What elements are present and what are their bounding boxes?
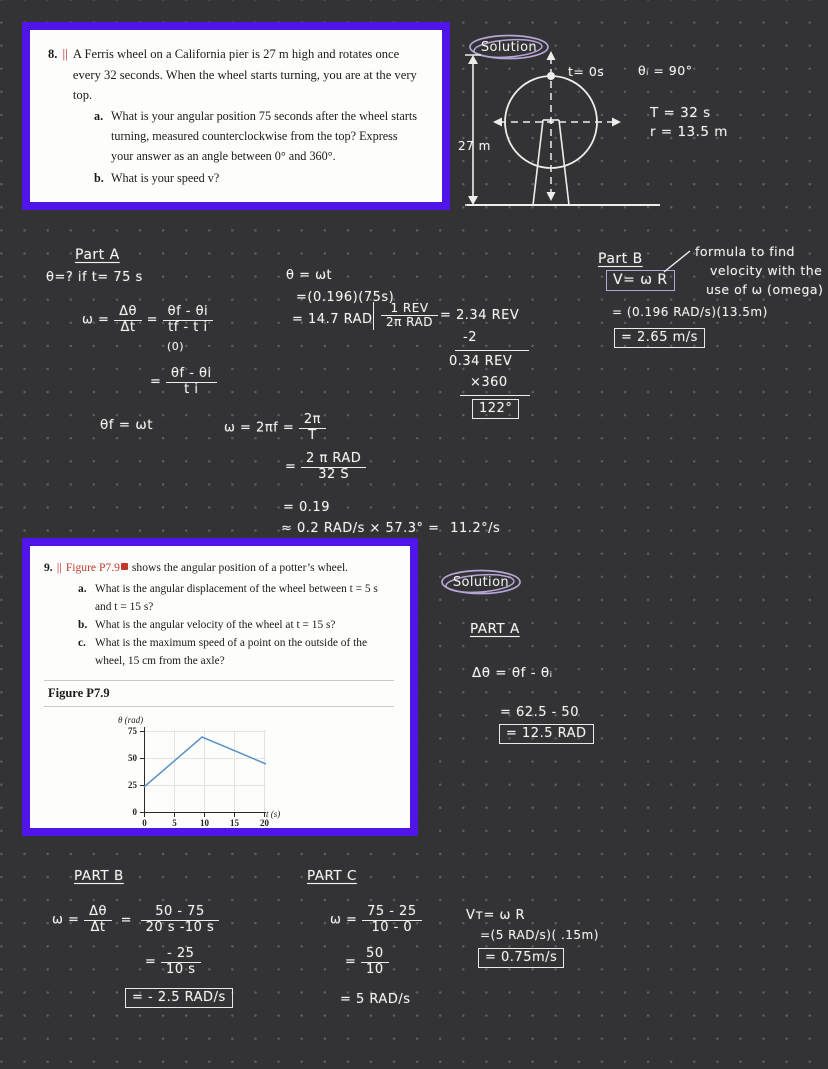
work8-omega-deg-result: 11.2°/s bbox=[450, 521, 501, 536]
work8-part-b-note-2: velocity with the bbox=[710, 263, 823, 278]
work8-omega-frac-2-den: tf - t i bbox=[163, 320, 214, 336]
problem-9-part-b bbox=[78, 616, 394, 634]
problem-9-part-a bbox=[78, 580, 394, 616]
problem-8-part-a-label: a. bbox=[94, 108, 104, 123]
work8-omega-numeric-den: 32 S bbox=[301, 467, 366, 483]
work8-given: θ=? if t= 75 s bbox=[46, 270, 143, 285]
work9-part-c-frac-2-num: 50 bbox=[366, 946, 384, 961]
work9-part-c-frac-2 bbox=[361, 947, 389, 977]
work8-rev-result: = 2.34 REV bbox=[440, 308, 520, 323]
problem-8-part-b-label: b. bbox=[94, 170, 104, 185]
work9-part-b-frac-3 bbox=[161, 947, 200, 977]
work8-omega-value: = 0.19 bbox=[283, 500, 330, 515]
work9-vt-answer bbox=[478, 948, 564, 968]
problem-9-part-a-text: What is the angular displacement of the wheel between t = 5 s and t = 15 s? bbox=[95, 582, 378, 613]
work9-part-b-frac-2 bbox=[141, 905, 220, 935]
problem-9-part-a-label: a. bbox=[78, 582, 87, 595]
work8-minus-two: -2 bbox=[463, 330, 477, 345]
work8-omega-frac-1-den: Δt bbox=[114, 320, 142, 336]
work9-part-b-answer-box: = - 2.5 RAD/s bbox=[125, 988, 233, 1008]
work8-omega-frac-3 bbox=[166, 367, 217, 397]
problem-8-number: 8. bbox=[48, 47, 58, 61]
work9-part-c-equation bbox=[330, 905, 422, 935]
work9-vt-line-2: =(5 RAD/s)( .15m) bbox=[480, 928, 599, 942]
problem-9-stem: shows the angular position of a potter’s wheel. bbox=[131, 561, 349, 574]
work8-period-frac-num: 2π bbox=[303, 412, 321, 427]
work8-part-b-answer bbox=[614, 328, 705, 348]
work9-part-b-eq-2: = bbox=[145, 954, 157, 970]
work9-part-c-lhs: ω = bbox=[330, 912, 358, 928]
work8-rev-frac-den: 2π RAD bbox=[381, 315, 438, 329]
work9-part-b-frac-2-num: 50 - 75 bbox=[155, 904, 205, 919]
work8-omega-2pif-lhs: ω = 2πf = bbox=[224, 420, 295, 436]
work8-part-b-substitution: = (0.196 RAD/s)(13.5m) bbox=[612, 305, 768, 319]
figure-p79-chart bbox=[116, 714, 316, 835]
work9-part-b-frac-2-den: 20 s -10 s bbox=[141, 920, 220, 936]
work8-rev-remainder: 0.34 REV bbox=[449, 354, 513, 369]
work8-omega-frac-1-num: Δθ bbox=[119, 304, 137, 319]
work8-omega-frac-3-den: t i bbox=[166, 382, 217, 398]
work9-part-c-frac-1-den: 10 - 0 bbox=[362, 920, 422, 936]
chart-y-tick-label: 0 bbox=[132, 806, 137, 817]
work8-theta-f-equation: θf = ωt bbox=[100, 417, 154, 433]
work9-part-b-lhs: ω = bbox=[52, 912, 80, 928]
work8-omega-simplified bbox=[150, 367, 217, 397]
work8-rev-frac bbox=[381, 302, 438, 330]
solution-badge-problem-9 bbox=[440, 568, 522, 596]
work8-omega-frac-1 bbox=[114, 305, 142, 335]
work8-eq-1: = bbox=[146, 312, 158, 328]
work8-omega-deg-conversion bbox=[281, 521, 500, 536]
work9-part-b-answer bbox=[125, 988, 233, 1008]
work9-part-b-frac-1-den: Δt bbox=[84, 920, 112, 936]
chart-x-tick-label: 20 bbox=[260, 817, 269, 828]
work8-omega-deg-expr: ≈ 0.2 RAD/s × 57.3° = bbox=[281, 521, 440, 536]
problem-9-parts bbox=[78, 580, 394, 670]
work8-omega-frac-3-num: θf - θi bbox=[171, 366, 212, 381]
work8-part-b-answer-box: = 2.65 m/s bbox=[614, 328, 705, 348]
chart-x-tick-label: 5 bbox=[172, 817, 177, 828]
work9-part-b-frac-3-den: 10 s bbox=[161, 962, 200, 978]
work9-part-a-equation: Δθ = θf - θᵢ bbox=[472, 665, 553, 681]
problem-8-card bbox=[22, 22, 450, 210]
work8-eq-3: = bbox=[285, 459, 297, 475]
work9-part-c-eq: = bbox=[345, 954, 357, 970]
problem-9-card-face bbox=[30, 546, 410, 828]
problem-8-text bbox=[48, 44, 422, 188]
problem-9-card bbox=[22, 538, 418, 836]
work9-part-b-title: PART B bbox=[74, 868, 124, 884]
figure-ref-icon[interactable] bbox=[121, 563, 128, 570]
work9-part-b-eq: = bbox=[120, 912, 132, 928]
diagram-period-label: T = 32 s bbox=[650, 105, 711, 121]
work8-part-b-formula-box: V= ω R bbox=[606, 270, 675, 291]
problem-8-parts bbox=[94, 106, 422, 188]
problem-8-stem: A Ferris wheel on a California pier is 27 m high and rotates once every 32 seconds. When the wheel starts turning, you are at the very top. bbox=[72, 47, 417, 102]
work8-theta-line-1: θ = ωt bbox=[286, 268, 333, 283]
problem-9-number: 9. bbox=[44, 561, 53, 574]
work8-degree-answer-box: 122° bbox=[472, 399, 519, 419]
work8-multiplication-rule bbox=[460, 395, 530, 396]
chart-x-axis-label: t (s) bbox=[266, 808, 281, 819]
problem-9-text bbox=[44, 558, 394, 835]
work8-theta-line-3: = 14.7 RAD bbox=[292, 312, 373, 327]
work9-part-c-simplified bbox=[345, 947, 389, 977]
work8-omega-frac-2-num: θf - θi bbox=[167, 304, 209, 319]
work8-degree-answer bbox=[472, 399, 519, 419]
work8-part-b-note-3: use of ω (omega) bbox=[706, 282, 824, 297]
work8-omega-2pif bbox=[224, 413, 326, 443]
solution-badge-label: Solution bbox=[452, 574, 510, 590]
problem-9-part-b-text: What is the angular velocity of the wheel at t = 15 s? bbox=[95, 618, 336, 631]
chart-data-line bbox=[116, 714, 316, 835]
work9-vt-answer-box: = 0.75m/s bbox=[478, 948, 564, 968]
work9-part-a-answer bbox=[499, 724, 594, 744]
problem-8-part-a bbox=[94, 106, 422, 166]
problem-8-part-b bbox=[94, 168, 422, 188]
work9-part-b-equation bbox=[52, 905, 219, 935]
diagram-height-label: 27 m bbox=[458, 139, 491, 153]
work9-vt-line-1: Vᴛ= ω R bbox=[466, 908, 526, 923]
work9-part-b-frac-1 bbox=[84, 905, 112, 935]
work9-part-c-title: PART C bbox=[307, 868, 357, 884]
work8-rev-conversion-factor bbox=[373, 302, 438, 330]
work8-omega-frac-2 bbox=[163, 305, 214, 335]
work8-eq-2: = bbox=[150, 374, 162, 390]
work9-part-a-title: PART A bbox=[470, 621, 520, 637]
work8-subtraction-rule bbox=[455, 350, 529, 351]
work8-zero-note: (0) bbox=[167, 340, 185, 353]
work8-omega-lhs: ω = bbox=[82, 312, 110, 328]
diagram-theta-initial-label: θᵢ = 90° bbox=[638, 63, 693, 78]
work8-omega-numeric-frac bbox=[301, 452, 366, 482]
work9-part-a-substitution: = 62.5 - 50 bbox=[500, 705, 579, 720]
solution-badge-label: Solution bbox=[480, 39, 538, 55]
problem-9-part-c-text: What is the maximum speed of a point on the outside of the wheel, 15 cm from the axle? bbox=[95, 636, 368, 667]
work8-times-360: ×360 bbox=[470, 375, 508, 390]
work8-omega-definition bbox=[82, 305, 213, 335]
chart-x-tick-label: 0 bbox=[142, 817, 147, 828]
annotation-pointer-line bbox=[662, 248, 696, 276]
problem-8-part-b-text: What is your speed v? bbox=[111, 170, 220, 185]
chart-y-tick-label: 25 bbox=[128, 779, 137, 790]
work9-part-b-frac-3-num: - 25 bbox=[167, 946, 195, 961]
figure-title: Figure P7.9 bbox=[48, 685, 110, 700]
problem-9-stem-line bbox=[44, 558, 394, 579]
work8-period-frac-den: T bbox=[299, 428, 326, 444]
problem-8-part-a-text: What is your angular position 75 seconds after the wheel starts turning, measured counterclockwise from the top? Express your answer as an angle between 0° and 360°. bbox=[111, 108, 417, 163]
work8-part-b-note-1: formula to find bbox=[695, 244, 795, 259]
ferris-wheel-diagram bbox=[455, 45, 785, 220]
work8-theta-line-2: =(0.196)(75s) bbox=[296, 290, 395, 305]
problem-8-stem-line bbox=[48, 44, 422, 106]
problem-9-figure-ref[interactable]: Figure P7.9 bbox=[65, 561, 120, 574]
chart-x-tick-label: 15 bbox=[230, 817, 239, 828]
problem-9-part-b-label: b. bbox=[78, 618, 88, 631]
work8-rev-frac-num: 1 REV bbox=[390, 301, 429, 315]
diagram-radius-label: r = 13.5 m bbox=[650, 124, 728, 140]
diagram-time-label: t= 0s bbox=[568, 64, 605, 79]
work8-part-a-title: Part A bbox=[75, 247, 120, 263]
work9-part-c-answer: = 5 RAD/s bbox=[340, 992, 411, 1007]
problem-9-difficulty-bars: || bbox=[56, 561, 62, 574]
chart-y-tick-label: 50 bbox=[128, 752, 137, 763]
work9-part-b-frac-1-num: Δθ bbox=[89, 904, 107, 919]
problem-8-difficulty-bars: || bbox=[62, 47, 68, 61]
work8-omega-numeric bbox=[285, 452, 366, 482]
work9-part-a-answer-box: = 12.5 RAD bbox=[499, 724, 594, 744]
work9-part-b-simplified bbox=[145, 947, 201, 977]
work8-period-frac bbox=[299, 413, 326, 443]
chart-y-axis-label: θ (rad) bbox=[118, 714, 144, 725]
work8-omega-numeric-num: 2 π RAD bbox=[306, 451, 362, 466]
work9-part-c-frac-2-den: 10 bbox=[361, 962, 389, 978]
figure-bottom-rule bbox=[44, 706, 394, 707]
problem-9-part-c-label: c. bbox=[78, 636, 86, 649]
chart-x-tick-label: 10 bbox=[200, 817, 209, 828]
chart-y-tick-label: 75 bbox=[128, 725, 137, 736]
figure-p79-block bbox=[44, 680, 394, 835]
work9-part-c-frac-1 bbox=[362, 905, 422, 935]
work8-part-b-title: Part B bbox=[598, 251, 643, 267]
problem-9-part-c bbox=[78, 634, 394, 670]
work9-part-c-frac-1-num: 75 - 25 bbox=[367, 904, 417, 919]
problem-8-card-face bbox=[30, 30, 442, 202]
